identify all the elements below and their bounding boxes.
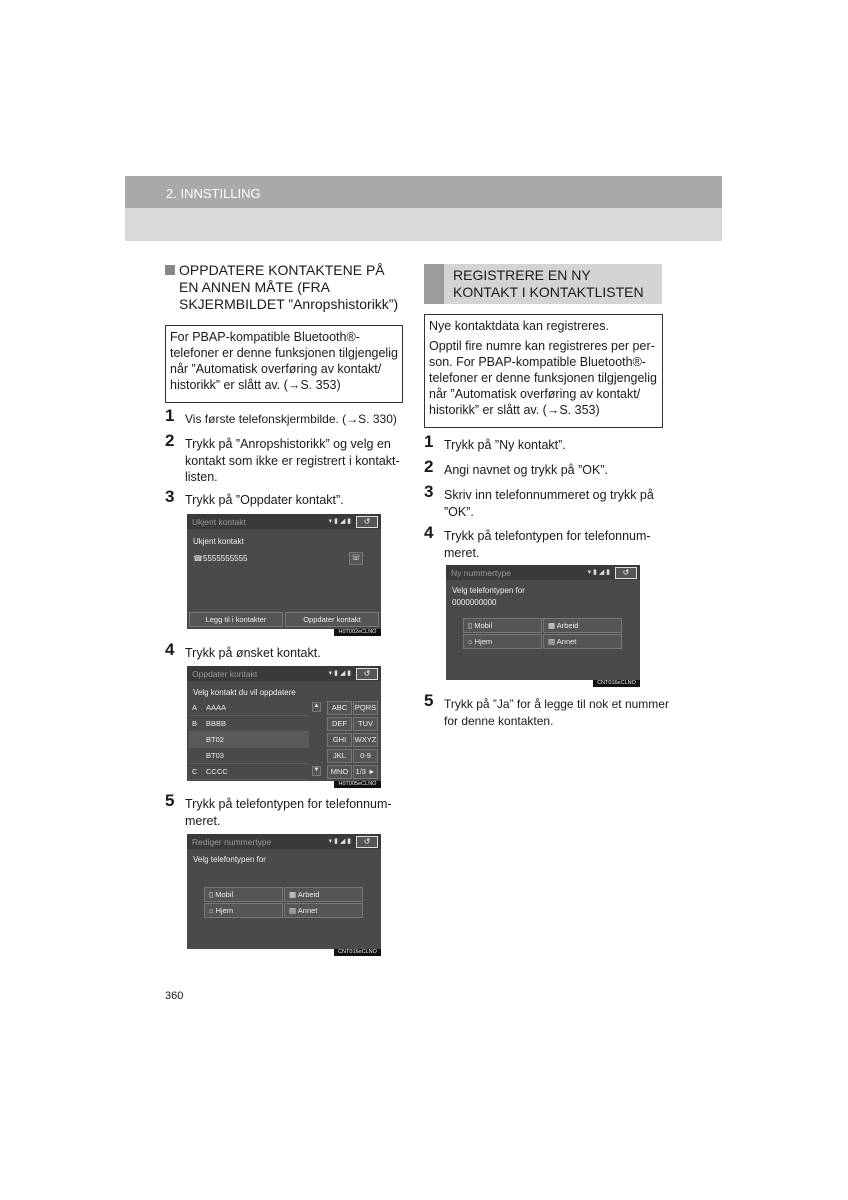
screen-title: Ny nummertype [451,568,511,578]
title-line: EN ANNEN MÅTE (FRA [179,279,330,295]
note-line: son. For PBAP-kompatible Bluetooth®- [429,355,646,369]
other-button[interactable] [284,903,363,918]
add-to-contacts-button[interactable]: Legg til i kontakter [189,612,283,627]
step-number: 1 [424,432,434,451]
screen-label: Velg telefontypen for [452,586,525,595]
mobile-icon: ▯ [468,621,475,630]
step-text [444,528,651,561]
key-button[interactable]: WXYZ [353,733,378,747]
step-text [185,796,392,829]
work-icon: ▦ [548,621,557,630]
home-button[interactable] [204,903,283,918]
step-line: Trykk på ”Anropshistorikk” og velg en [185,437,391,451]
signal-icon: ▾ ▮ ◢ ▮ [587,569,610,576]
key-button[interactable]: DEF [327,717,352,731]
step-text: Vis første telefonskjermbilde. (→S. 330) [185,412,397,426]
row-name: AAAA [206,703,227,712]
step-line: Trykk på ”Ja” for å legge til nok et nummer [444,697,669,711]
step-number: 2 [165,431,175,450]
step-text: Trykk på ”Oppdater kontakt”. [185,493,344,507]
left-note-box [165,325,403,403]
step-text: Angi navnet og trykk på ”OK”. [444,463,608,477]
screen-update-contact [187,666,381,781]
mobile-icon: ▯ [209,890,216,899]
right-section-title [424,264,662,304]
contact-row[interactable] [189,732,309,748]
row-index: A [192,703,198,712]
header-band [125,208,722,241]
other-label: Annet [556,637,577,646]
contact-row[interactable] [189,700,309,716]
row-name: BT02 [206,735,224,744]
step-number: 4 [424,523,434,542]
back-icon[interactable]: ↺ [356,836,378,848]
title-line: REGISTRERE EN NY [453,267,591,283]
title-bar-accent [424,264,444,304]
step-line: for denne kontakten. [444,713,554,728]
step-line: Trykk på telefontypen for telefonnum- [185,797,392,811]
step-text [185,436,400,486]
home-label: Hjem [215,906,234,915]
row-name: BT03 [206,751,224,760]
contact-row[interactable] [189,716,309,732]
step-number: 5 [165,791,175,810]
step-line: meret. [444,545,480,560]
image-code: H0T005eCLNO [334,781,381,788]
key-button[interactable]: GHI [327,733,352,747]
step-text: Trykk på ”Ny kontakt”. [444,438,566,452]
key-button[interactable]: ABC [327,701,352,715]
back-icon[interactable]: ↺ [356,516,378,528]
contact-row[interactable] [189,748,309,764]
note-line: For PBAP-kompatible Bluetooth®- [170,330,360,344]
step-number: 5 [424,691,434,710]
page-number: 360 [165,990,184,1002]
scroll-down-icon[interactable]: ▼ [312,766,321,776]
signal-icon: ▾ ▮ ◢ ▮ [328,670,351,677]
row-index: C [192,767,198,776]
key-button[interactable]: MNO [327,765,352,779]
title-line: SKJERMBILDET ”Anropshistorikk”) [179,296,399,312]
home-label: Hjem [474,637,493,646]
image-code: CNT016eCLNO [593,680,640,687]
other-icon: ▤ [289,906,298,915]
work-button[interactable] [543,618,622,633]
step-number: 3 [165,487,175,506]
step-line: kontakt som ikke er registrert i kontakt- [185,453,400,468]
step-number: 4 [165,640,175,659]
row-name: CCCC [206,767,228,776]
image-code: H0T002eCLNO [334,629,381,636]
contact-icon: ☎ [193,554,203,563]
key-button[interactable]: PQRS [353,701,378,715]
note-line: når ”Automatisk overføring av kontakt/ [429,387,641,401]
note-line: telefoner er denne funksjonen tilgjengelig [429,371,657,385]
step-text: Trykk på ønsket kontakt. [185,646,321,660]
signal-icon: ▾ ▮ ◢ ▮ [328,518,351,525]
work-icon: ▦ [289,890,298,899]
other-button[interactable] [543,634,622,649]
left-section-title [165,262,405,313]
step-text [444,696,669,729]
screen-edit-number-type [187,834,381,949]
work-label: Arbeid [556,621,579,630]
key-button[interactable]: 0-9 [353,749,378,763]
contact-row[interactable] [189,764,309,780]
step-number: 1 [165,406,175,425]
screen-title: Oppdater kontakt [192,669,258,679]
note-line: når ”Automatisk overføring av kontakt/ [170,362,382,376]
step-number: 2 [424,457,434,476]
note-line: historikk” er slått av. (→S. 353) [429,403,600,417]
right-note-box [424,314,663,428]
step-text [444,487,654,520]
step-line: meret. [185,813,221,828]
call-icon[interactable]: ☏ [349,552,363,565]
home-icon: ⌂ [468,637,475,646]
phone-number: 0000000000 [452,598,497,607]
other-label: Annet [297,906,318,915]
key-button[interactable]: TUV [353,717,378,731]
other-icon: ▤ [548,637,557,646]
screen-unknown-contact [187,514,381,629]
step-line: Trykk på telefontypen for telefonnum- [444,529,651,543]
home-icon: ⌂ [209,906,216,915]
row-name: BBBB [206,719,227,728]
mobile-label: Mobil [215,890,234,899]
signal-icon: ▾ ▮ ◢ ▮ [328,838,351,845]
step-line: listen. [185,470,218,484]
screen-label: Velg kontakt du vil oppdatere [193,688,296,697]
back-icon[interactable]: ↺ [615,567,637,579]
note-line: telefoner er denne funksjonen tilgjengelig [170,346,398,360]
screen-label: Velg telefontypen for [193,855,266,864]
title-line: OPPDATERE KONTAKTENE PÅ [179,262,385,278]
step-number: 3 [424,482,434,501]
row-index: B [192,719,198,728]
screen-title: Rediger nummertype [192,837,272,847]
section-label: 2. INNSTILLING [166,186,261,201]
header-bar [125,176,722,208]
screen-new-number-type [446,565,640,680]
square-bullet-icon [165,265,175,275]
mobile-button[interactable] [463,618,542,633]
work-label: Arbeid [297,890,320,899]
screen-label: Ukjent kontakt [193,537,244,546]
back-icon[interactable]: ↺ [356,668,378,680]
image-code: CNT016eCLNO [334,949,381,956]
note-line: historikk” er slått av. (→S. 353) [170,378,341,392]
note-line: Opptil fire numre kan registreres per per- [429,339,655,353]
mobile-label: Mobil [474,621,493,630]
work-button[interactable] [284,887,363,902]
title-line: KONTAKT I KONTAKTLISTEN [453,284,644,300]
phone-number: 5555555555 [203,554,248,563]
key-button[interactable]: JKL [327,749,352,763]
home-button[interactable] [463,634,542,649]
note-line: Nye kontaktdata kan registreres. [429,319,609,333]
update-contact-button[interactable]: Oppdater kontakt [285,612,379,627]
scroll-up-icon[interactable]: ▲ [312,702,321,712]
mobile-button[interactable] [204,887,283,902]
step-line: Skriv inn telefonnummeret og trykk på [444,488,654,502]
screen-title: Ukjent kontakt [192,517,246,527]
step-line: ”OK”. [444,504,474,519]
key-button[interactable]: 1/3 ► [353,765,378,779]
